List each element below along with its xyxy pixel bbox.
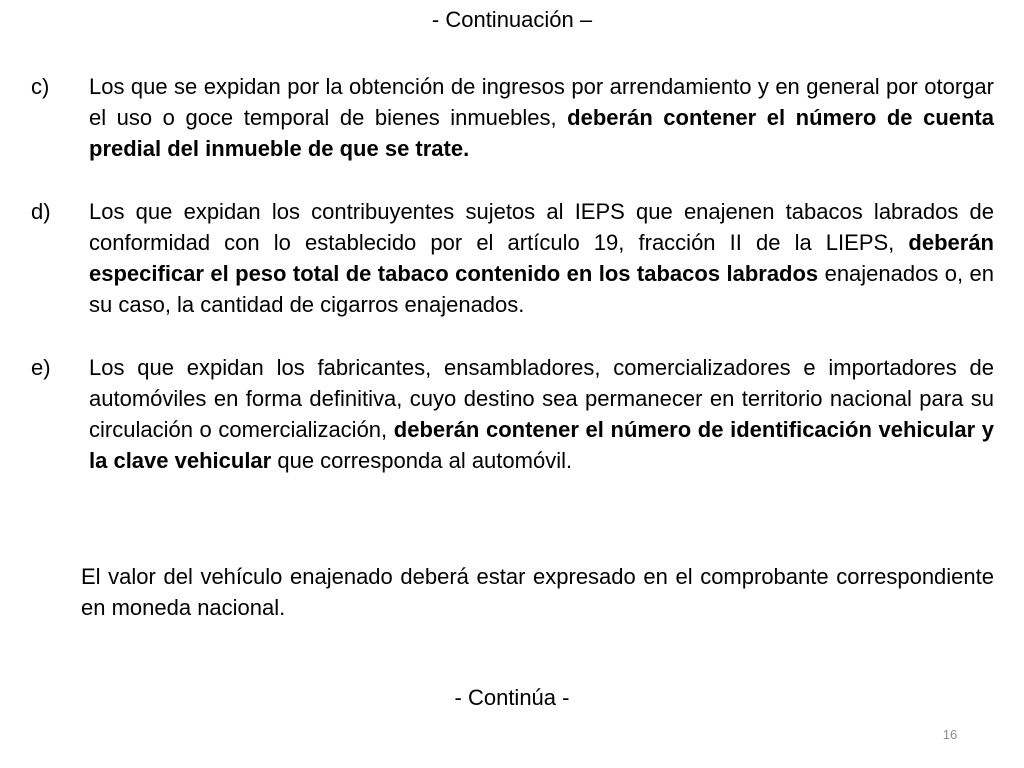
page-number: 16: [942, 727, 958, 742]
vehicle-value-note: El valor del vehículo enajenado deberá estar expresado en el comprobante correspondiente en moneda nacional.: [81, 564, 994, 620]
list-item-text: [89, 71, 994, 164]
continues-footer: - Continúa -: [454, 685, 570, 710]
continuation-header: - Continuación –: [431, 7, 593, 32]
requirements-list: [31, 71, 994, 476]
list-marker: e): [31, 355, 51, 380]
bold-text-segment: deberán especificar el peso total de tabaco contenido en los tabacos labrados: [89, 230, 994, 286]
text-segment: enajenados o, en su caso, la cantidad de cigarros enajenados.: [89, 261, 994, 317]
list-marker: c): [31, 74, 50, 99]
text-segment: Los que se expidan por la obtención de ingresos por arrendamiento y en general por otorgar el uso o goce temporal de bienes inmuebles,: [89, 74, 994, 130]
text-segment: que corresponda al automóvil.: [271, 448, 573, 473]
list-item-c: [31, 71, 994, 164]
list-item-e: [31, 352, 994, 476]
list-marker: d): [31, 199, 51, 224]
bold-text-segment: deberán contener el número de cuenta predial del inmueble de que se trate.: [89, 105, 994, 161]
list-item-d: [31, 196, 994, 320]
list-item-text: [89, 352, 994, 476]
bold-text-segment: deberán contener el número de identificación vehicular y la clave vehicular: [89, 417, 994, 473]
text-segment: Los que expidan los fabricantes, ensambladores, comercializadores e importadores de automóviles en forma definitiva, cuyo destino sea permanecer en territorio nacional para su circulación o comercialización,: [89, 355, 994, 442]
text-segment: Los que expidan los contribuyentes sujetos al IEPS que enajenen tabacos labrados de conformidad con lo establecido por el artículo 19, fracción II de la LIEPS,: [89, 199, 994, 255]
list-item-text: [89, 196, 994, 320]
